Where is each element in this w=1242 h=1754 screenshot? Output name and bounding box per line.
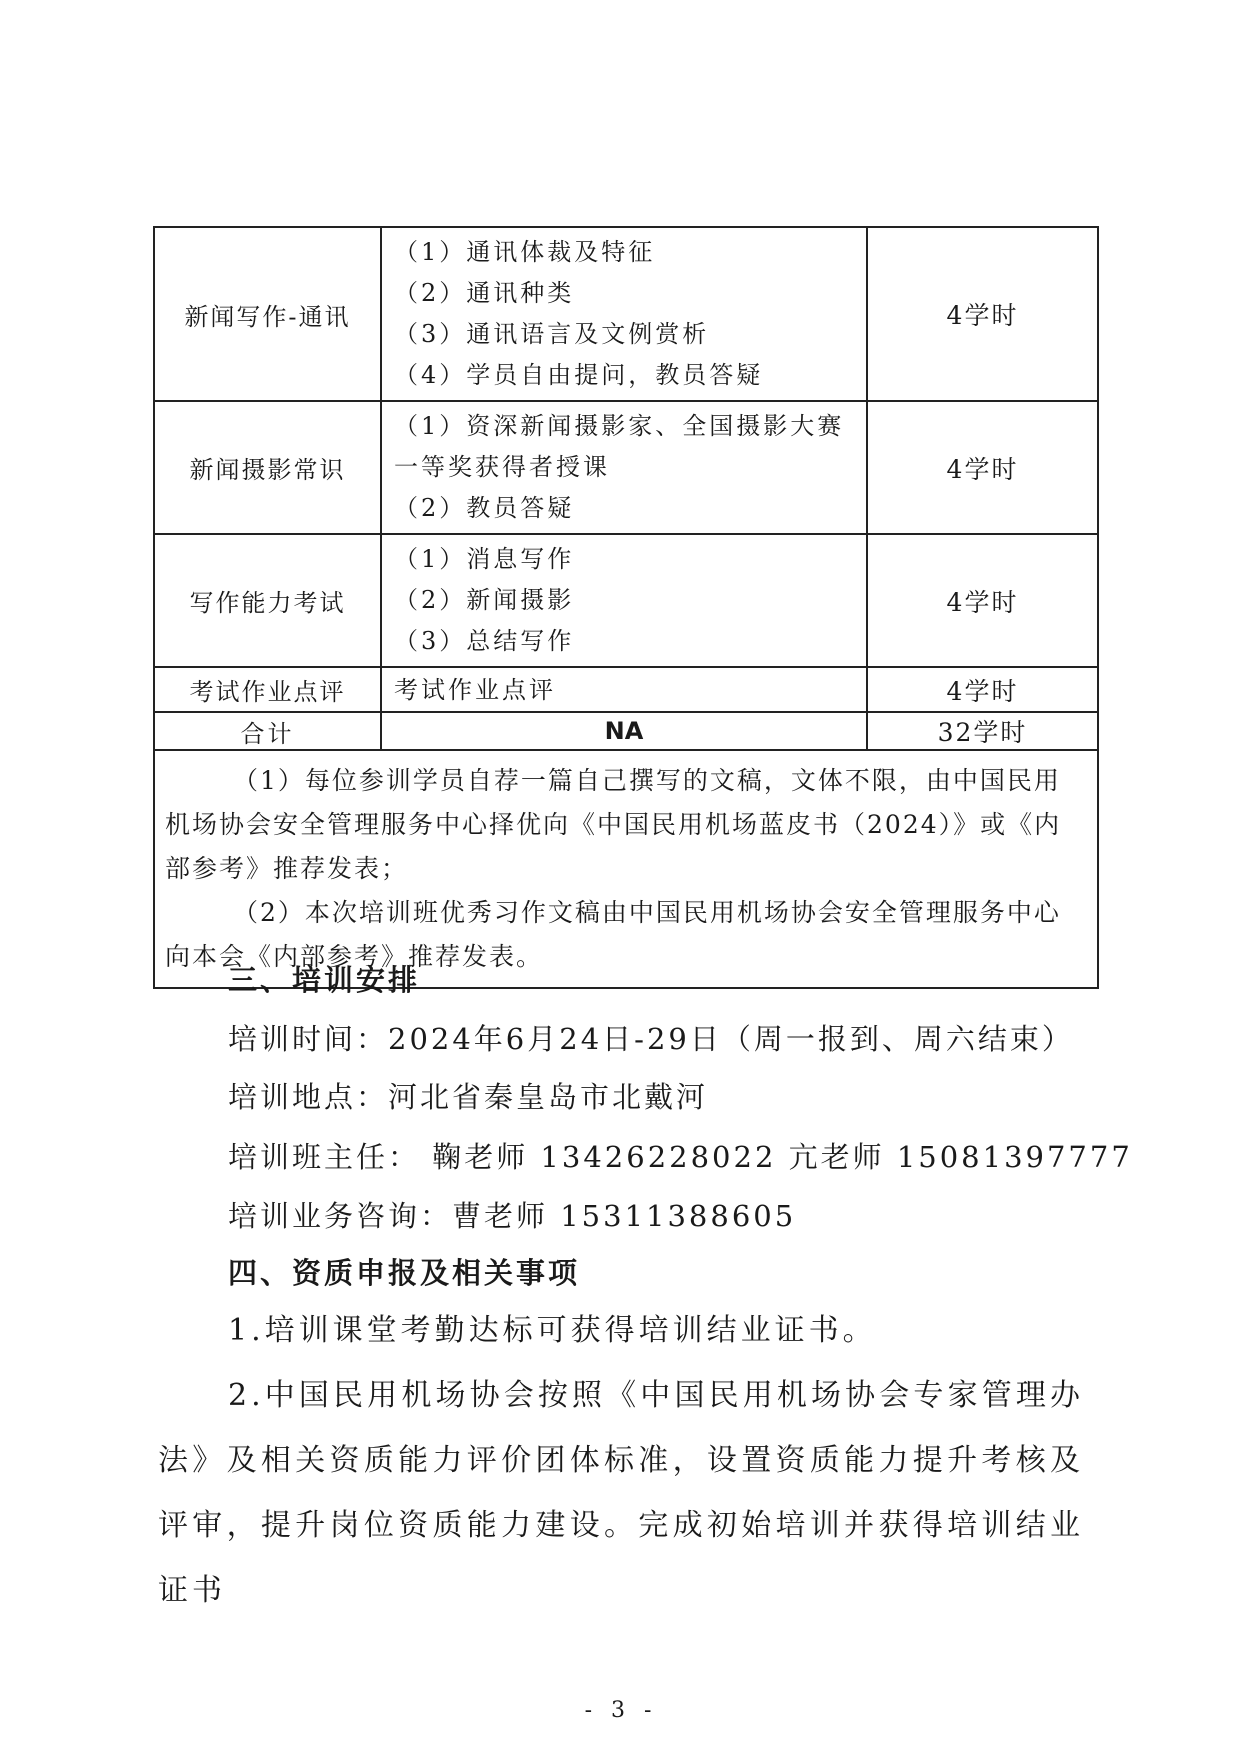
note-paragraph: （2）本次培训班优秀习作文稿由中国民用机场协会安全管理服务中心向本会《内部参考》推荐发表。	[165, 898, 1061, 971]
training-schedule-table	[153, 226, 1099, 989]
course-item: （1）消息写作	[394, 545, 575, 573]
course-content	[381, 667, 867, 712]
total-label: 合计	[154, 712, 381, 750]
course-hours: 4学时	[867, 401, 1098, 534]
section-heading: 三、培训安排	[228, 963, 421, 997]
course-hours: 4学时	[867, 534, 1098, 667]
table-row	[154, 401, 1098, 534]
course-topic: 写作能力考试	[154, 534, 381, 667]
course-item: （2）教员答疑	[394, 494, 575, 522]
course-item: （2）新闻摄影	[394, 586, 575, 614]
table-row-total	[154, 712, 1098, 750]
course-hours: 4学时	[867, 227, 1098, 401]
body-text	[158, 1298, 1084, 1623]
course-content	[381, 401, 867, 534]
course-topic: 考试作业点评	[154, 667, 381, 712]
course-item: （2）通讯种类	[394, 279, 575, 307]
course-content	[381, 534, 867, 667]
total-content: NA	[381, 712, 867, 750]
page-number: - 3 -	[584, 1698, 658, 1723]
section-heading: 四、资质申报及相关事项	[228, 1256, 581, 1290]
paragraph: 1.培训课堂考勤达标可获得培训结业证书。	[228, 1313, 877, 1348]
course-topic: 新闻摄影常识	[154, 401, 381, 534]
paragraph: 2.中国民用机场协会按照《中国民用机场协会专家管理办法》及相关资质能力评价团体标准，设置资质能力提升考核及评审，提升岗位资质能力建设。完成初始培训并获得培训结业证书	[158, 1378, 1084, 1608]
training-director: 培训班主任： 鞠老师 13426228022 亢老师 15081397777	[228, 1140, 1133, 1174]
course-hours: 4学时	[867, 667, 1098, 712]
table-notes	[154, 750, 1098, 988]
course-item: （3）通讯语言及文例赏析	[394, 320, 710, 348]
table-row	[154, 227, 1098, 401]
note-paragraph: （1）每位参训学员自荐一篇自己撰写的文稿，文体不限，由中国民用机场协会安全管理服务中心择优向《中国民用机场蓝皮书（2024）》或《内部参考》推荐发表；	[165, 766, 1062, 883]
course-item: （4）学员自由提问，教员答疑	[394, 361, 764, 389]
course-content	[381, 227, 867, 401]
course-item: （1）资深新闻摄影家、全国摄影大赛一等奖获得者授课	[394, 412, 845, 481]
table-row	[154, 667, 1098, 712]
table-row	[154, 534, 1098, 667]
training-place: 培训地点：河北省秦皇岛市北戴河	[228, 1080, 709, 1114]
training-consult: 培训业务咨询：曹老师 15311388605	[228, 1199, 797, 1233]
table-row-notes	[154, 750, 1098, 988]
course-item: （1）通讯体裁及特征	[394, 238, 656, 266]
course-item: （3）总结写作	[394, 627, 575, 655]
course-topic: 新闻写作-通讯	[154, 227, 381, 401]
training-time: 培训时间：2024年6月24日-29日（周一报到、周六结束）	[228, 1022, 1074, 1056]
total-hours: 32学时	[867, 712, 1098, 750]
course-item: 考试作业点评	[394, 675, 556, 704]
